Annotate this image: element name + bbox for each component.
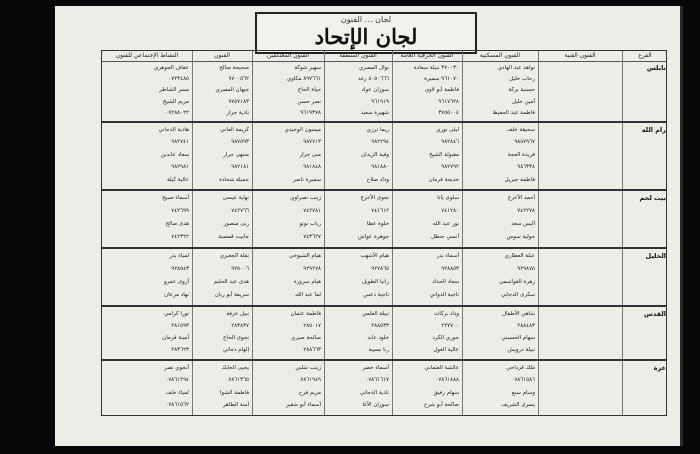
table-cell: سوزان عواد (361, 87, 389, 94)
table-cell: أنجوي نصر (164, 365, 189, 371)
table-cell: مسر الشاطر (159, 87, 189, 94)
column-header-6: الفنون (214, 52, 230, 59)
table-cell: ٩٨٥٧٩٦٧ (514, 139, 535, 146)
table-cell: منتهى جرار (223, 151, 249, 158)
table-cell: زينب شلبي (295, 365, 321, 371)
table-cell: خديجة قرمان (428, 176, 459, 183)
table-cell: سريفة أبو ريان (214, 292, 249, 298)
table-cell: نبيل عرفة (226, 311, 249, 317)
table-cell: وداد صلاح (366, 176, 389, 183)
table-cell: رحاب خليل (509, 76, 535, 83)
region-label: القدس (643, 310, 666, 318)
table-cell: جوهرة عواش (357, 234, 389, 240)
column-header-2: الفنون المسكنية (479, 52, 521, 59)
table-cell: ٩٨٢٨٤٦ (441, 139, 459, 146)
table-cell: ٠٧٨٦١٥٦٢ (165, 401, 189, 408)
table-cell: نهاد مرعان (164, 292, 189, 298)
table-cell: ٧٤٢٣٢٢ (171, 234, 189, 240)
table-cell: رانيا الطويل (361, 279, 389, 285)
table-cell: رنا نسيبة (368, 347, 389, 353)
table-cell: لمياء بدر (169, 253, 189, 259)
table-cell: ٢٨٨٤٨٣ (517, 323, 535, 329)
table-cell: ٩٨٢١٨١ (231, 164, 249, 171)
table-cell: ٧٤٢٦٩٩ (171, 208, 189, 214)
table-cell: زهرة القواسمي (499, 279, 535, 285)
table-cell: نجوى الحاج (223, 335, 249, 341)
table-cell: عالية الغول (433, 347, 459, 353)
table-cell: ٩٦١٧٦٢٨ (438, 98, 459, 105)
table-cell: سميرة ناصر (292, 176, 321, 183)
column-header-3: الفنون الحرفية العامة (400, 52, 454, 59)
table-cell: نوال المصري (358, 65, 389, 71)
table-cell: أليس سعد (511, 221, 535, 227)
table-cell: أسماء خضر (362, 365, 389, 371)
table-cell: ٩٢٩٢٧٨ (303, 266, 321, 272)
table-cell: ٠٧٨٦١٥٨٦ (511, 377, 535, 384)
table-cell: هيام سرورة (293, 279, 321, 285)
table-cell: نادية جرار (226, 109, 249, 116)
table-cell: ليلى نوري (436, 127, 459, 133)
table-cell: جيهان المصري (215, 87, 249, 94)
column-header-branch: الفرع (638, 52, 652, 59)
table-cell: مريم الشيخ (162, 98, 189, 105)
region-block (102, 361, 666, 416)
table-cell: نبيلة درويش (507, 347, 535, 353)
table-cell: نور عبد الله (432, 221, 459, 227)
table-cell: أمنة الطاهر (222, 401, 249, 408)
table-cell: ٩٢٧٨٦٥ (371, 266, 389, 272)
table-cell: أمينة قرمان (162, 335, 189, 341)
table-cell: ٩٨٢٧٩٢ (441, 164, 459, 171)
header-title: لجان الإتحاد (314, 24, 418, 49)
table-cell: إلهام دجاني (222, 347, 249, 353)
table-cell: أنسي حنظل (430, 234, 459, 240)
table-cell: ٠٧٢٣٤٨٥ (168, 76, 189, 83)
table-cell: نهاية عيسى (222, 195, 249, 201)
region-block (102, 61, 666, 123)
table-cell: يسرى الشريف (501, 401, 535, 408)
table-cell: فريدة العجة (507, 151, 535, 158)
region-block (102, 249, 666, 307)
table-cell: عالية كيلة (166, 176, 189, 183)
table-cell: ٠٧٨٦١٦١٧ (365, 377, 389, 384)
table-cell: عائشة العثماني (424, 365, 459, 371)
region-block (102, 191, 666, 249)
table-cell: سوزان الآغا (362, 401, 389, 408)
table-cell: ٩٢٨٥٤٣ (171, 266, 189, 272)
table-cell: فاطمة أبو لاوي (424, 87, 459, 94)
table-cell: سعاد عابدين (160, 151, 189, 158)
table-cell: نادية الدجاني (359, 389, 389, 396)
region-label: رام الله (641, 126, 666, 134)
table-cell: ٩٦١٩٣٧٨ (300, 109, 321, 116)
table-cell: أسماء أبو شقير (285, 401, 321, 408)
table-cell: ٩٦١٩١٩ (371, 98, 389, 105)
table-cell: شهيرة سعيد (360, 109, 389, 116)
table-cell: ٢٢٧٧٠٠ (441, 323, 459, 329)
column-header-1: الفنون الفنية (564, 52, 596, 59)
table-cell: فاطمة جبريل (504, 176, 535, 183)
table-cell: هدى صالح (165, 221, 189, 227)
table-cell: ٧٤١٦١٢ (371, 208, 389, 214)
region-block (102, 123, 666, 191)
table-cell: رباب نونو (299, 221, 321, 227)
table-cell: ٠٧٨٦١٨٨٨ (435, 377, 459, 384)
table-cell: أحمد الأعرج (507, 195, 535, 201)
table-cell: سكرى الدجاني (500, 292, 535, 298)
table-cell: صالحة صبري (291, 335, 321, 341)
table-cell: عبلة العطاري (504, 253, 535, 259)
table-cell: فاطمة عثمان (290, 311, 321, 317)
table-cell: ٧٤٢٧٦٦ (231, 208, 249, 214)
table-cell: سهام رفيق (433, 389, 459, 396)
table-cell: هيام الأشهب (360, 253, 389, 259)
table-cell: ٢٨٨٥٣٣ (371, 323, 389, 329)
table-cell: ٩٢٥٠٠٦ (231, 266, 249, 272)
table-cell: هادية الدجاني (158, 127, 189, 133)
table-cell: ٩٨٧٥٩٣ (231, 139, 249, 146)
table-cell: مقبولة الشيخ (429, 151, 459, 158)
table-cell: شاهي الأطفال (501, 311, 535, 317)
table-cell: ٠٧٨٦١٣٦٥ (225, 377, 249, 384)
table-cell: ٧٤٢٢٧٨ (517, 208, 535, 214)
region-label: نابلس (646, 64, 666, 72)
region-label: الخليل (645, 252, 666, 260)
table-cell: سعاد الحداد (432, 279, 459, 285)
table-cell: جولية سوس (506, 234, 535, 240)
table-cell: هيام الشيوخي (289, 253, 321, 259)
table-cell: وسام سبع (511, 389, 535, 396)
table-cell: حياة الحاج (297, 87, 321, 94)
table-cell: وفية الزيدان (361, 151, 389, 158)
table-cell: ٩٦١٠٧٠ سميرة (424, 76, 459, 83)
table-cell: أمين خليل (511, 98, 535, 105)
table-cell: ٢٨٣٦٢٣ (171, 347, 189, 353)
table-cell: ميسون الوحيدي (284, 127, 321, 133)
table-cell: عفاف الجوهري (153, 65, 189, 71)
table-cell: نصر حسن (297, 98, 321, 105)
table-cell: آروى عمرو (163, 279, 189, 285)
table-cell: ٩٨١٨٨٠ (371, 164, 389, 171)
table-cell: صالحة أبو شرخ (423, 401, 459, 408)
table-cell: ٧٤١٢٨٠ (441, 208, 459, 214)
table-cell: صحيحة صالح (219, 65, 249, 71)
table-cell: نورا كرامي (163, 311, 189, 317)
table-cell: ٨٠٥٠٦٦٦ رغد (358, 76, 389, 83)
table-cell: زينب نصراوي (290, 195, 321, 201)
table-cell: ٩٢٩٨٧٥ (517, 266, 535, 272)
table-cell: ٩٨١٨٤٨ (303, 164, 321, 171)
table-cell: ٢٨١٥٩٣ (171, 323, 189, 329)
document-sheet (55, 6, 683, 446)
table-cell: مريم فرح (298, 389, 321, 396)
table-cell: حلوة عطا (366, 221, 389, 227)
table-cell: نبيلة العلمي (362, 311, 389, 317)
table-cell: ٢٨٣٨٣٧ (231, 323, 249, 329)
table-cell: ٠٧٨٦١٩٤٩ (297, 377, 321, 384)
table-cell: هدى عبد الحليم (213, 279, 249, 285)
table-cell: ٧٤٣٦٢٧ (303, 234, 321, 240)
table-cell: ٩٨٢٧٤١ (171, 139, 189, 146)
table-cell: لمياء خلف (165, 389, 189, 396)
table-cell: ربى منصور (223, 221, 249, 227)
column-header-4: الفنون المنطقة (339, 52, 377, 59)
table-cell: أسماء صبيح (162, 195, 189, 201)
table-cell: نواهد عبد الهادي (497, 65, 535, 71)
table-cell: فاطمة الشوا (219, 389, 249, 396)
table-cell: ٩٧٠٠٥٦٢ (228, 76, 249, 83)
column-header-7: النشاط الإجتماعي للفنون (115, 52, 179, 59)
region-label: بيت لحم (639, 194, 666, 202)
table-cell: جوري الكرد (432, 335, 459, 341)
table-cell: يحيى الحايك (221, 365, 249, 371)
table-cell: سحيقة خلف (506, 127, 535, 133)
table-cell: ٩٨٦٣٣٨ (517, 164, 535, 171)
table-cell: حسنية بركة (508, 87, 535, 94)
table-cell: سهير شوكة (294, 65, 321, 71)
committee-table (101, 50, 667, 416)
table-cell: وداد بركات (434, 311, 459, 317)
table-cell: ٣٧٠٠٣٠ نبيلة سعادة (413, 65, 459, 71)
table-cell: ٢٨٥٠١٧ (303, 323, 321, 329)
table-cell: جميلة شحادة (219, 176, 249, 183)
table-cell: ناجية دعس (363, 292, 389, 298)
table-cell: ٨٩٧٦٦١ مكاوي (286, 76, 321, 83)
table-cell: ٩٨٢٩٨١ (171, 164, 189, 171)
table-cell: ٣٧٥٥٠٠٤ (438, 109, 459, 116)
table-cell: سهام الحسيني (501, 335, 535, 341)
table-cell: نجوى الأعرج (360, 195, 389, 201)
table-cell: منى جرار (299, 151, 321, 158)
table-cell: ٧٤٢٧٨١ (303, 208, 321, 214)
table-cell: سلوى يانا (437, 195, 459, 201)
table-cell: نقلة الجعبري (219, 253, 249, 259)
table-cell: ريما ترزي (366, 127, 389, 133)
region-label: غزة (653, 364, 666, 372)
table-cell: ٠٧٨٦١٢٩٤ (165, 377, 189, 384)
table-cell: ٩٢٨٨٥٣ (441, 266, 459, 272)
table-cell: خلود عابد (367, 335, 389, 341)
header-box (255, 12, 477, 54)
region-block (102, 307, 666, 361)
header-subtitle: لجان … الفنون (340, 15, 392, 24)
table-cell: ٠٧٢٨٨٠٢٢ (165, 109, 189, 116)
column-header-5: الفنون المعتكفين (266, 52, 310, 59)
table-cell: أسماء بدر (436, 253, 459, 259)
table-cell: جانيت قمصية (218, 234, 249, 240)
table-cell: ٩٨٢٢٩٤ (371, 139, 389, 146)
table-cell: ٢٨٨٦٦٣ (303, 347, 321, 353)
table-cell: فاطمة عبد الحفيظ (492, 109, 535, 116)
table-cell: لما عبد الله (295, 292, 321, 298)
table-cell: ناجية الدواني (429, 292, 459, 298)
table-cell: ٩٧٥٧١٨٣ (228, 98, 249, 105)
table-cell: ملك قرداحي (506, 365, 535, 371)
table-cell: كريمة العاني (220, 127, 249, 133)
table-cell: ٩٨٧٧١٣ (303, 139, 321, 146)
